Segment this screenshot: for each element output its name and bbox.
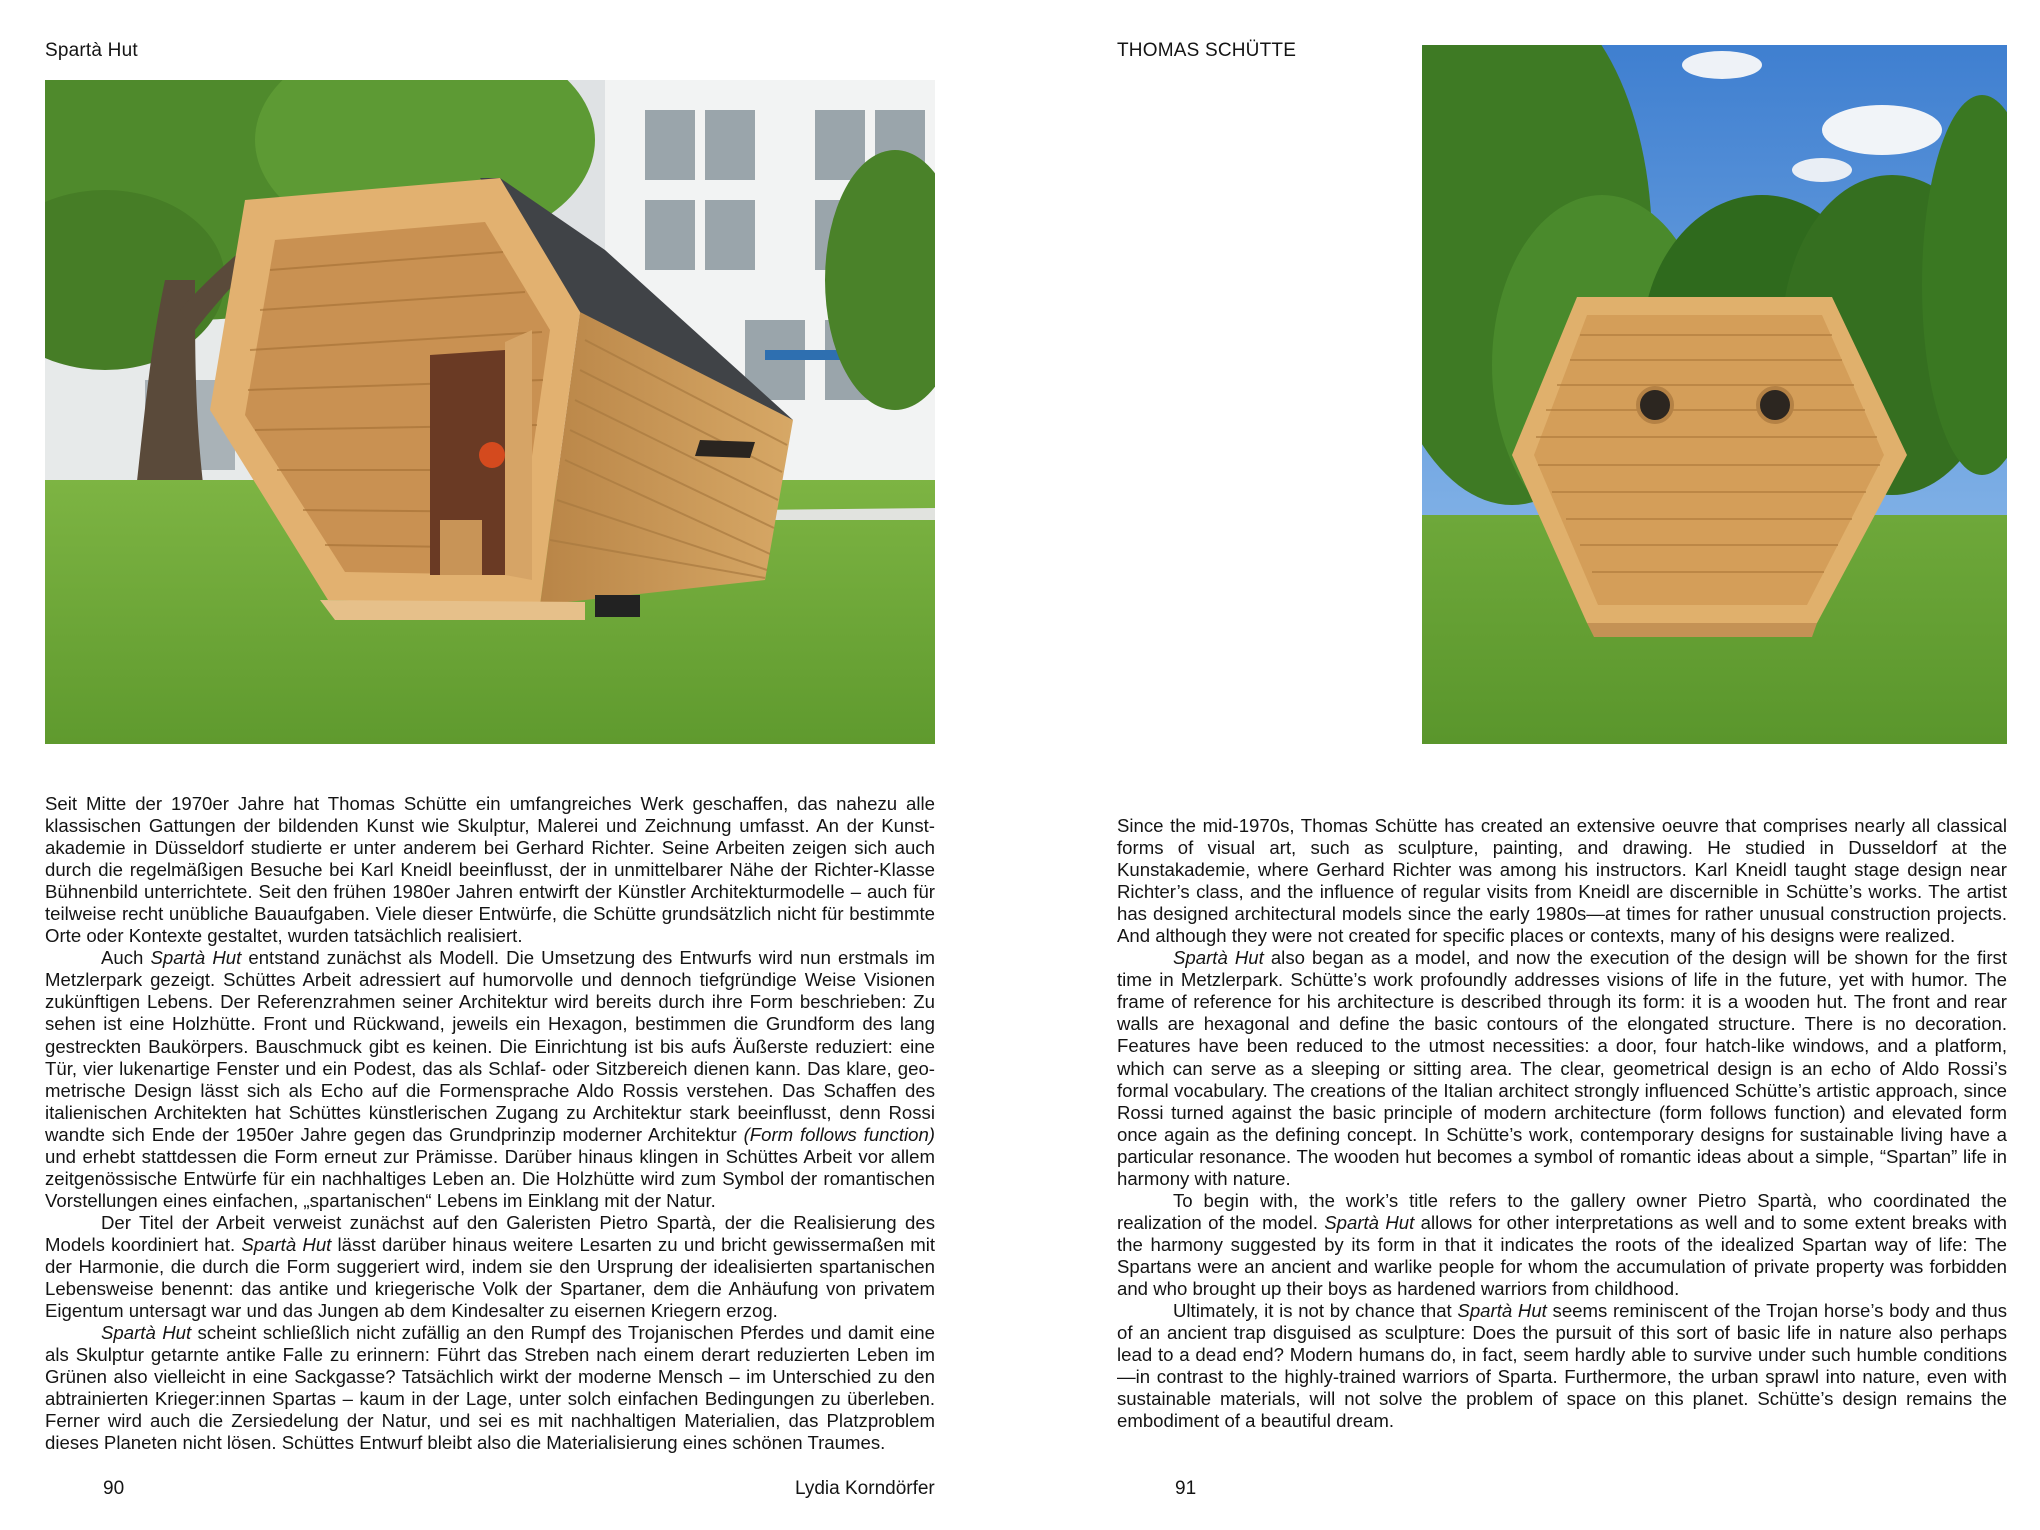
author-name: Lydia Korndörfer (795, 1478, 935, 1499)
article-paragraph: To begin with, the work’s title refers to the gallery owner Pietro Spartà, who coordinated the realization of the model. Spartà Hut allows for other interpretations as well and to some extent breaks with the harmony suggested by its form in that it indicates the roots of the idealized Spartan way of life: The Spartans were an ancient and warlike people for whom the accumulation of private property was forbidden and who brought up their boys as hardened warriors from childhood. (1117, 1189, 2007, 1299)
article-paragraph: Spartà Hut scheint schließlich nicht zufällig an den Rumpf des Trojanischen Pferdes und damit eine als Skulptur getarnte antike Falle zu erinnern: Führt das Streben nach einem derart reduzierten Leben im Grünen also vielleicht in eine Sackgasse? Tatsächlich wirkt der moderne Mensch – im Unterschied zu den abtrainierten Krieger:innen Spartas – kaum in der Lage, unter solch einfachen Bedingungen zu überleben. Ferner wird auch die Zersiedelung der Natur, und sei es mit nachhaltigen Materialien, das Platzproblem dieses Planeten nicht lösen. Schüttes Entwurf bleibt also die Materialisierung eines schönen Traumes. (45, 1322, 935, 1454)
article-text-german (45, 793, 935, 1454)
italic-title: (Form follows function) (743, 1123, 935, 1145)
italic-title: Spartà Hut (101, 1322, 192, 1344)
running-head-right: THOMAS SCHÜTTE (1117, 40, 1297, 61)
italic-title: Spartà Hut (150, 947, 242, 969)
article-paragraph: Der Titel der Arbeit verweist zunächst auf den Galeristen Pietro Spartà, der die Realisierung des Models koordiniert hat. Spartà Hut lässt darüber hinaus weitere Lesarten zu und bricht gewissermaßen mit der Harmonie, die durch die Form suggeriert wird, indem sie den Ursprung der idealisierten spartanischen Lebensweise benennt: das antike und kriegerische Volk der Spartaner, dem die Anhäufung von privatem Eigentum untersagt war und das Jungen ab dem Kindesalter zu eisernen Kriegern erzog. (45, 1211, 935, 1322)
article-paragraph: Since the mid-1970s, Thomas Schütte has created an extensive oeuvre that comprises nearly all classical forms of visual art, such as sculpture, painting, and drawing. He studied in Dusseldorf at the Kunstakademie, where Gerhard Richter was among his instructors. Karl Kneidl taught stage design near Richter’s class, and the influence of regular visits from Kneidl are discernible in Schütte’s works. The artist has designed architectural models since the early 1980s—at times for rather unusual construction projects. And although they were not created for specific places or contexts, many of his designs were realized. (1117, 815, 2007, 947)
page-number-left: 90 (103, 1478, 125, 1499)
page-number-right: 91 (1175, 1478, 1197, 1499)
article-paragraph: Auch Spartà Hut entstand zunächst als Modell. Die Umsetzung des Entwurfs wird nun erstmals im Metzlerpark gezeigt. Schüttes Arbeit adressiert auf humorvolle und dennoch tiefgründige Weise Visionen zukünftigen Lebens. Der Referenzrahmen seiner Architektur wird bereits durch ihre Form beschrieben: Zu sehen ist eine Holzhütte. Front und Rückwand, jeweils ein Hexagon, bestimmen die Grundform des lang gestreckten Baukörpers. Bauschmuck gibt es keinen. Die Einrichtung ist bis aufs Äußerste reduziert: eine Tür, vier lukenartige Fenster und ein Podest, das als Schlaf- oder Sitzbereich dienen kann. Das klare, geometrische Design lässt sich als Echo auf die Formensprache Aldo Rossis verstehen. Das Schaffen des italienischen Architekten hat Schüttes künstlerischen Zugang zu Architektur stark beeinflusst, denn Rossi wandte sich Ende der 1950er Jahre gegen das Grundprinzip moderner Architektur (Form follows function) und erhebt stattdessen die Form erneut zur Prämisse. Darüber hinaus klingen in Schüttes Arbeit vor allem zeitgenössische Entwürfe für ein nachhaltiges Leben an. Die Holzhütte wird zum Symbol der romantischen Vorstellungen eines einfachen, „spartanischen“ Lebens im Einklang mit der Natur. (45, 947, 935, 1211)
article-paragraph: Seit Mitte der 1970er Jahre hat Thomas Schütte ein umfangreiches Werk geschaffen, das nahezu alle klassischen Gattungen der bildenden Kunst wie Skulptur, Malerei und Zeichnung umfasst. An der Kunstakademie in Düsseldorf studierte er unter anderem bei Gerhard Richter. Seine Arbeiten zeigen sich auch durch die regelmäßigen Besuche bei Karl Kneidl beeinflusst, der in unmittelbarer Nähe der Richter-Klasse Bühnenbild unterrichtete. Seit den frühen 1980er Jahren entwirft der Künstler Architekturmodelle – auch für teilweise recht unübliche Bauaufgaben. Viele dieser Entwürfe, die Schütte grundsätzlich nicht für bestimmte Orte oder Kontexte gestaltet, wurden tatsächlich realisiert. (45, 793, 935, 947)
italic-title: Spartà Hut (1324, 1211, 1415, 1233)
article-paragraph: Ultimately, it is not by chance that Spartà Hut seems reminiscent of the Trojan horse’s body and thus of an ancient trap disguised as sculpture: Does the pursuit of this sort of basic life in nature also perhaps lead to a dead end? Modern humans do, in fact, seem hardly able to survive under such humble conditions—in contrast to the highly-trained warriors of Sparta. Furthermore, the urban sprawl into nature, even with sustainable materials, will not solve the problem of space on this planet. Schütte’s design remains the embodiment of a beautiful dream. (1117, 1300, 2008, 1432)
italic-title: Spartà Hut (1457, 1300, 1547, 1322)
photo-hut-front-view (1422, 45, 2007, 744)
photo-hut-side-view (45, 80, 935, 744)
italic-title: Spartà Hut (1173, 947, 1264, 969)
article-paragraph: Spartà Hut also began as a model, and now the execution of the design will be shown for the first time in Metzlerpark. Schütte’s work profoundly addresses visions of life in the future, yet with humor. The frame of reference for his architecture is described through its form: it is a wooden hut. The front and rear walls are hexagonal and define the basic contours of the elongated structure. There is no decoration. Features have been reduced to the utmost necessities: a door, four hatch-like windows, and a platform, which can serve as a sleeping or sitting area. The clear, geometrical design is an echo of Aldo Rossi’s formal vocabulary. The creations of the Italian architect strongly influenced Schütte’s artistic approach, since Rossi turned against the basic principle of modern architecture (form follows function) and elevated form once again as the defining concept. In Schütte’s work, contemporary designs for sustainable living have a particular resonance. The wooden hut becomes a symbol of romantic ideas about a simple, “Spartan” life in harmony with nature. (1117, 947, 2007, 1189)
italic-title: Spartà Hut (241, 1233, 332, 1255)
article-text-english (1117, 815, 2007, 1432)
running-head-left: Spartà Hut (45, 40, 138, 61)
